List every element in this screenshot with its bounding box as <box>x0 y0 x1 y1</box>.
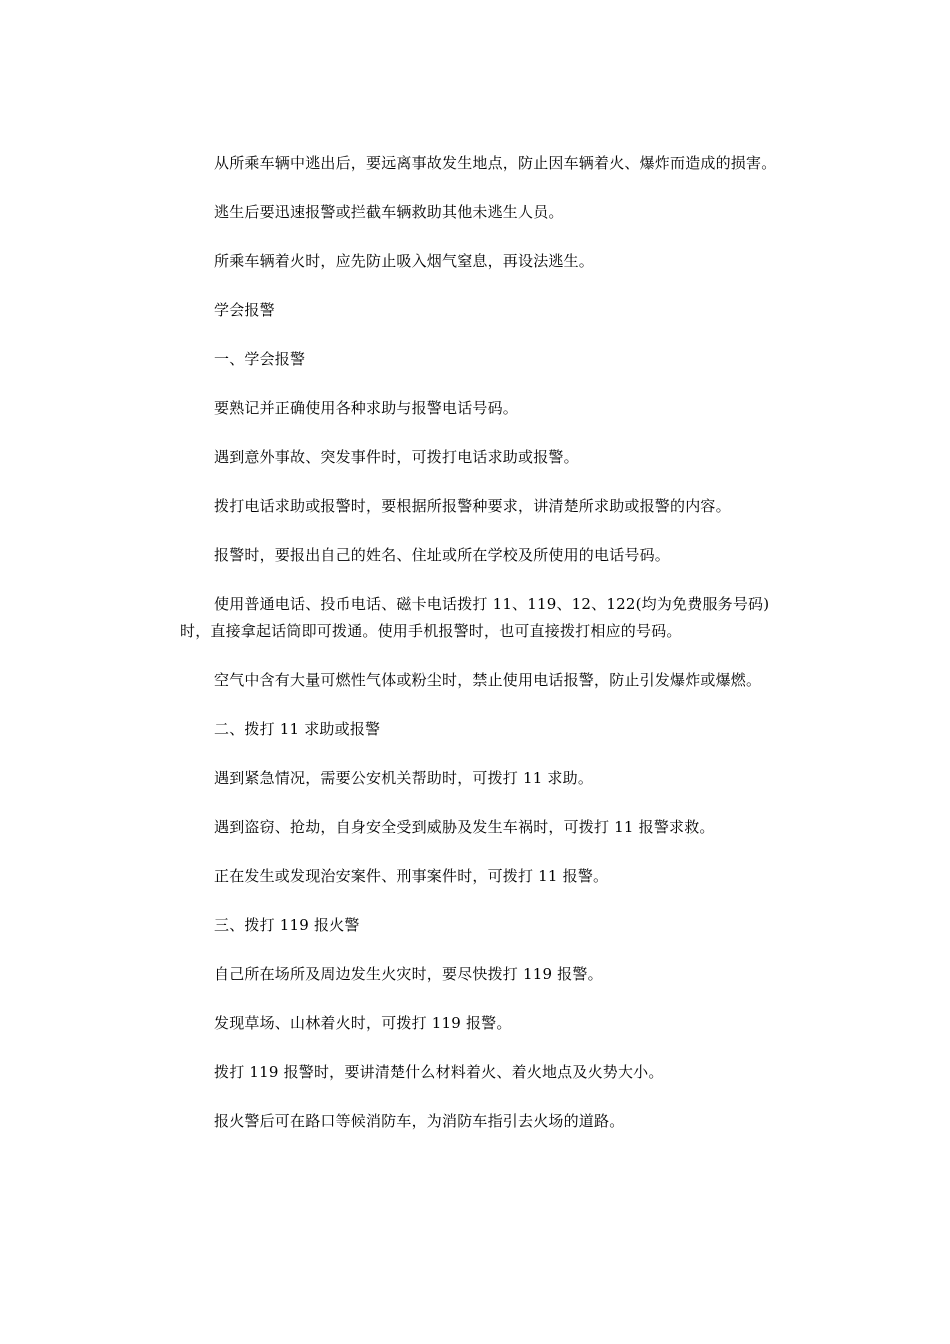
paragraph-escape-distance: 从所乘车辆中逃出后，要远离事故发生地点，防止因车辆着火、爆炸而造成的损害。 <box>214 154 777 172</box>
subsection-heading-2: 二、拨打 11 求助或报警 <box>214 720 381 738</box>
paragraph-memorize-numbers: 要熟记并正确使用各种求助与报警电话号码。 <box>214 399 519 417</box>
paragraph-grassland-fire: 发现草场、山林着火时，可拨打 119 报警。 <box>214 1014 512 1032</box>
document-body <box>180 150 780 1157</box>
paragraph-criminal-cases: 正在发生或发现治安案件、刑事案件时，可拨打 11 报警。 <box>214 867 609 885</box>
paragraph-report-after-escape: 逃生后要迅速报警或拦截车辆救助其他未逃生人员。 <box>214 203 564 221</box>
paragraph-gas-warning: 空气中含有大量可燃性气体或粉尘时，禁止使用电话报警，防止引发爆炸或爆燃。 <box>214 671 762 689</box>
subsection-heading-1: 一、学会报警 <box>214 350 306 368</box>
paragraph-fire-nearby: 自己所在场所及周边发生火灾时，要尽快拨打 119 报警。 <box>214 965 603 983</box>
paragraph-guide-firetruck: 报火警后可在路口等候消防车，为消防车指引去火场的道路。 <box>214 1112 625 1130</box>
paragraph-accident-call: 遇到意外事故、突发事件时，可拨打电话求助或报警。 <box>214 448 579 466</box>
paragraph-fire-details: 拨打 119 报警时，要讲清楚什么材料着火、着火地点及火势大小。 <box>214 1063 664 1081</box>
subsection-heading-3: 三、拨打 119 报火警 <box>214 916 360 934</box>
paragraph-explain-clearly: 拨打电话求助或报警时，要根据所报警种要求，讲清楚所求助或报警的内容。 <box>214 497 731 515</box>
paragraph-emergency-help: 遇到紧急情况，需要公安机关帮助时，可拨打 11 求助。 <box>214 769 594 787</box>
paragraph-theft-robbery: 遇到盗窃、抢劫，自身安全受到威胁及发生车祸时，可拨打 11 报警求救。 <box>214 818 715 836</box>
section-heading-learn-reporting: 学会报警 <box>214 301 275 319</box>
paragraph-phone-types: 使用普通电话、投币电话、磁卡电话拨打 11、119、12、122(均为免费服务号码)时，直接拿起话筒即可拨通。使用手机报警时，也可直接拨打相应的号码。 <box>180 595 770 640</box>
paragraph-give-details: 报警时，要报出自己的姓名、住址或所在学校及所使用的电话号码。 <box>214 546 671 564</box>
paragraph-vehicle-fire: 所乘车辆着火时，应先防止吸入烟气窒息，再设法逃生。 <box>214 252 595 270</box>
